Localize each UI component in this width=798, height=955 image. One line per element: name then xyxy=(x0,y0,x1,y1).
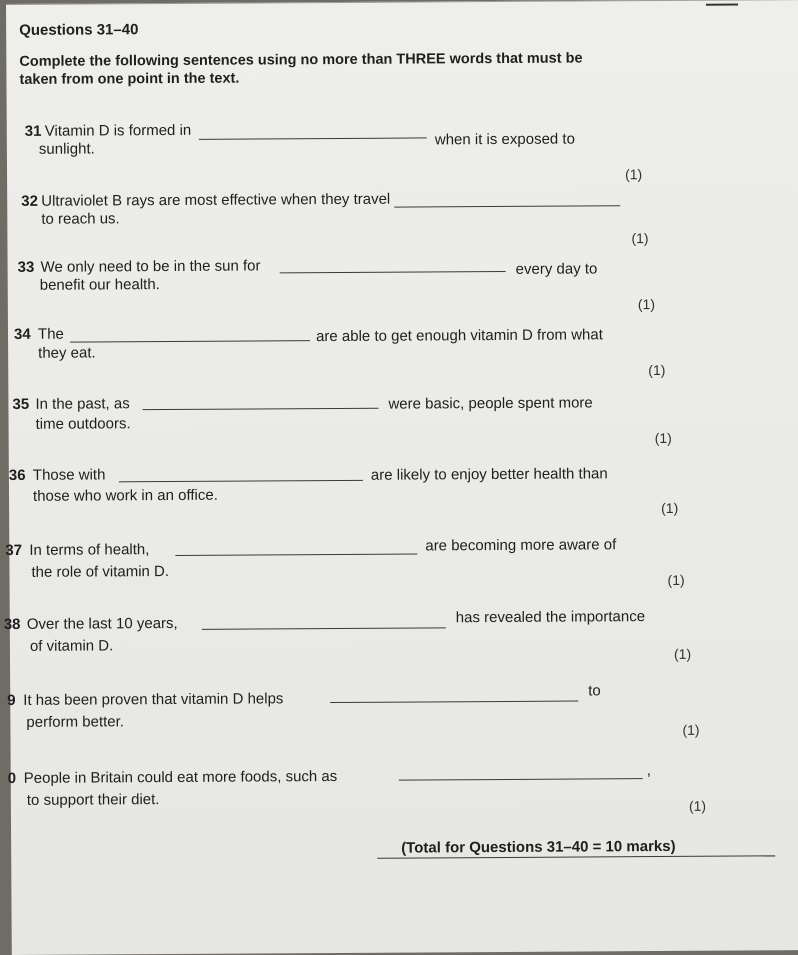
answer-blank[interactable] xyxy=(399,778,643,780)
question-text-before: Vitamin D is formed in xyxy=(44,121,192,140)
question-text-after: , xyxy=(646,762,651,780)
mark-label: (1) xyxy=(654,429,672,447)
question-text-before: We only need to be in the sun for xyxy=(40,257,261,276)
answer-blank[interactable] xyxy=(119,480,363,482)
question-number: 33 xyxy=(17,258,35,276)
question-number: 34 xyxy=(13,325,31,343)
answer-blank[interactable] xyxy=(175,553,417,555)
worksheet-page xyxy=(3,0,798,955)
question-text-before: The xyxy=(37,325,64,343)
answer-blank[interactable] xyxy=(202,627,446,629)
answer-blank[interactable] xyxy=(280,271,506,273)
question-number: 32 xyxy=(21,192,38,210)
question-text-before: Ultraviolet B rays are most effective when they travel xyxy=(41,190,391,210)
question-continuation: to support their diet. xyxy=(26,791,160,809)
answer-blank[interactable] xyxy=(70,340,310,342)
question-continuation: sunlight. xyxy=(38,140,95,158)
answer-blank[interactable] xyxy=(199,137,427,139)
question-continuation: perform better. xyxy=(26,713,124,731)
mark-label: (1) xyxy=(667,571,685,588)
question-text-before: In the past, as xyxy=(35,395,130,413)
question-number: 38 xyxy=(3,615,21,634)
question-text-before: It has been proven that vitamin D helps xyxy=(23,690,284,709)
question-continuation: benefit our health. xyxy=(39,276,160,294)
corner-mark xyxy=(706,4,738,6)
question-number: 37 xyxy=(5,541,23,560)
question-text-before: Over the last 10 years, xyxy=(26,614,178,633)
question-text-after: every day to xyxy=(515,260,598,278)
question-continuation: those who work in an office. xyxy=(32,486,218,505)
answer-blank[interactable] xyxy=(394,205,620,207)
question-text-after: has revealed the importance xyxy=(455,608,646,627)
answer-blank[interactable] xyxy=(330,701,578,704)
mark-label: (1) xyxy=(673,645,692,662)
question-text-after: were basic, people spent more xyxy=(388,394,593,413)
question-continuation: the role of vitamin D. xyxy=(31,563,170,581)
mark-label: (1) xyxy=(688,797,707,814)
question-text-before: People in Britain could eat more foods, such as xyxy=(23,767,338,787)
question-number: 0 xyxy=(7,769,17,788)
question-continuation: of vitamin D. xyxy=(29,637,114,655)
question-continuation: they eat. xyxy=(38,344,96,362)
instructions-line-1: Complete the following sentences using no more than THREE words that must be xyxy=(19,50,583,70)
mark-label: (1) xyxy=(631,230,649,247)
question-text-before: Those with xyxy=(32,466,106,484)
question-number: 36 xyxy=(8,466,26,484)
mark-label: (1) xyxy=(682,721,700,738)
question-text-before: In terms of health, xyxy=(29,541,150,559)
mark-label: (1) xyxy=(648,361,666,379)
question-text-after: are becoming more aware of xyxy=(425,536,617,555)
instructions-line-2: taken from one point in the text. xyxy=(19,70,240,88)
question-text-after: are able to get enough vitamin D from what xyxy=(315,326,603,346)
mark-label: (1) xyxy=(625,166,643,183)
total-marks: (Total for Questions 31–40 = 10 marks) xyxy=(401,837,676,857)
question-text-after: are likely to enjoy better health than xyxy=(370,465,608,484)
questions-heading: Questions 31–40 xyxy=(19,21,139,39)
mark-label: (1) xyxy=(661,499,679,517)
question-continuation: to reach us. xyxy=(41,210,120,228)
answer-blank[interactable] xyxy=(142,408,378,410)
question-text-after: to xyxy=(588,682,601,700)
question-text-after: when it is exposed to xyxy=(434,130,575,149)
question-number: 35 xyxy=(12,395,30,413)
question-number: 9 xyxy=(7,691,16,710)
page-top-edge xyxy=(6,0,798,5)
question-continuation: time outdoors. xyxy=(35,415,131,433)
mark-label: (1) xyxy=(637,296,656,313)
question-number: 31 xyxy=(24,122,42,140)
